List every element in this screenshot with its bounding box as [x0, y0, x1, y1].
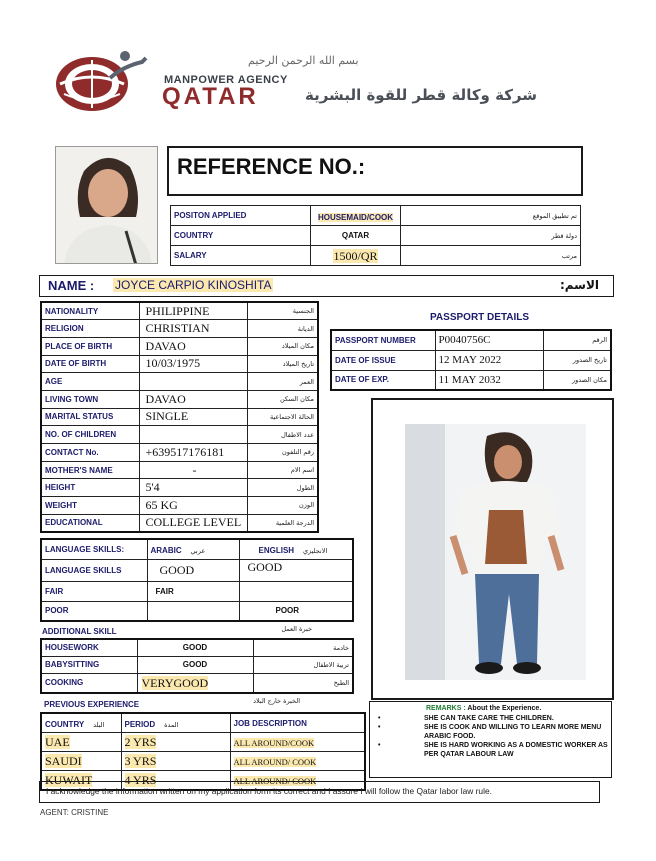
personal-ar: عدد الاطفال: [247, 426, 318, 444]
passport-exp-value: 11 MAY 2032: [435, 370, 543, 390]
job-header: JOB DESCRIPTION: [230, 713, 365, 733]
personal-row: [41, 390, 318, 408]
personal-row: [41, 337, 318, 355]
bismillah-text: بسم الله الرحمن الرحيم: [248, 54, 359, 67]
remarks-item-text: SHE IS COOK AND WILLING TO LEARN MORE MENU ARABIC FOOD.: [424, 724, 602, 740]
name-label: NAME :: [48, 278, 95, 293]
candidate-photo-full: [405, 424, 586, 680]
personal-row: [41, 444, 318, 462]
experience-row: [41, 752, 365, 771]
additional-table: [40, 638, 354, 694]
personal-ar: الدرجة العلمية: [247, 514, 318, 532]
passport-table: [330, 329, 612, 391]
bullet-icon: •: [378, 742, 381, 749]
position-ar: تم تطبيق الموقع: [401, 206, 581, 226]
passport-number-value: P0040756C: [435, 330, 543, 350]
personal-row: [41, 408, 318, 426]
remarks-item-text: SHE CAN TAKE CARE THE CHILDREN.: [424, 715, 554, 722]
country-value: QATAR: [311, 226, 401, 246]
personal-row: [41, 320, 318, 338]
salary-value: 1500/QR: [333, 248, 378, 263]
passport-number-label: PASSPORT NUMBER: [331, 330, 435, 350]
remarks-item: [378, 741, 609, 759]
personal-value: +639517176181: [139, 444, 247, 462]
personal-label: AGE: [41, 373, 139, 391]
personal-ar: الطول: [247, 479, 318, 497]
country-header-ar: البلد: [93, 721, 105, 729]
name-value: JOYCE CARPIO KINOSHITA: [115, 278, 272, 292]
additional-row: [41, 639, 353, 656]
period-header-ar: المدة: [164, 721, 179, 729]
personal-label: NATIONALITY: [41, 302, 139, 320]
acknowledgement-box: [39, 781, 600, 803]
experience-table: [40, 712, 366, 791]
language-table: [40, 538, 354, 622]
position-value: HOUSEMAID/COOK: [317, 212, 394, 222]
experience-title: PREVIOUS EXPERIENCE: [44, 700, 140, 709]
personal-row: [41, 355, 318, 373]
personal-ar: تاريخ الميلاد: [247, 355, 318, 373]
full-body-photo-frame: [371, 398, 614, 700]
acknowledgement-text: I acknowledge the information written on my application form its correct and I assure I will follow the Qatar labor law rule.: [46, 786, 492, 796]
bullet-icon: •: [378, 715, 381, 722]
salary-ar: مرتب: [401, 246, 581, 266]
agency-name-arabic: شركة وكالة قطر للقوة البشرية: [305, 86, 537, 104]
passport-number-ar: الرقم: [543, 330, 611, 350]
position-label: POSITON APPLIED: [171, 206, 311, 226]
personal-label: LIVING TOWN: [41, 390, 139, 408]
passport-exp-label: DATE OF EXP.: [331, 370, 435, 390]
personal-row: [41, 302, 318, 320]
personal-value: DAVAO: [139, 390, 247, 408]
english-label: ENGLISH: [258, 546, 295, 556]
personal-ar: العمر: [247, 373, 318, 391]
personal-label: RELIGION: [41, 320, 139, 338]
reference-box: [167, 146, 583, 196]
additional-row: [41, 656, 353, 673]
additional-title: ADDITIONAL SKILL: [42, 627, 117, 636]
agency-name-big: QATAR: [162, 83, 259, 110]
personal-row: [41, 373, 318, 391]
bullet-icon: •: [378, 724, 381, 731]
additional-ar: خادمة: [253, 639, 353, 656]
reference-title: REFERENCE NO.:: [177, 154, 366, 179]
personal-ar: مكان السكن: [247, 390, 318, 408]
personal-label: MARITAL STATUS: [41, 408, 139, 426]
personal-table: [40, 301, 319, 533]
experience-country: KUWAIT: [45, 773, 93, 787]
personal-row: [41, 497, 318, 515]
agent-label: AGENT: CRISTINE: [40, 808, 109, 817]
experience-title-ar: الخبرة خارج البلاد: [253, 697, 300, 705]
personal-label: MOTHER'S NAME: [41, 461, 139, 479]
personal-ar: الجنسية: [247, 302, 318, 320]
additional-title-ar: خبرة العمل: [281, 625, 312, 633]
experience-job: ALL AROUND/ COOK: [233, 757, 317, 767]
personal-value: 65 KG: [139, 497, 247, 515]
agency-name-small: MANPOWER AGENCY: [164, 74, 288, 86]
personal-ar: رقم التلفون: [247, 444, 318, 462]
experience-job: ALL AROUND/COOK: [233, 738, 315, 748]
additional-label: BABYSITTING: [41, 656, 137, 673]
poor-label: POOR: [41, 601, 147, 621]
additional-row: [41, 673, 353, 693]
personal-row: [41, 426, 318, 444]
passport-issue-label: DATE OF ISSUE: [331, 350, 435, 370]
fair-label: FAIR: [41, 581, 147, 601]
personal-ar: الوزن: [247, 497, 318, 515]
remarks-title: REMARKS :: [426, 705, 466, 712]
experience-period: 4 YRS: [124, 773, 157, 787]
personal-label: WEIGHT: [41, 497, 139, 515]
additional-value: GOOD: [137, 639, 253, 656]
personal-ar: الحالة الاجتماعية: [247, 408, 318, 426]
personal-ar: مكان الميلاد: [247, 337, 318, 355]
passport-exp-ar: مكان الصدور: [543, 370, 611, 390]
personal-label: HEIGHT: [41, 479, 139, 497]
remarks-item: [378, 714, 609, 723]
passport-issue-value: 12 MAY 2022: [435, 350, 543, 370]
personal-value: -: [139, 461, 247, 479]
arabic-label: ARABIC: [150, 546, 182, 556]
experience-row: [41, 733, 365, 752]
fair-value: FAIR: [147, 581, 239, 601]
personal-value: 5'4: [139, 479, 247, 497]
personal-ar: اسم الام: [247, 461, 318, 479]
country-ar: دولة قطر: [401, 226, 581, 246]
experience-period: 2 YRS: [124, 735, 157, 749]
additional-value: GOOD: [137, 656, 253, 673]
personal-row: [41, 461, 318, 479]
personal-value: [139, 426, 247, 444]
arabic-value: GOOD: [147, 559, 239, 581]
personal-value: 10/03/1975: [139, 355, 247, 373]
country-label: COUNTRY: [171, 226, 311, 246]
additional-value: VERYGOOD: [141, 675, 209, 690]
personal-value: DAVAO: [139, 337, 247, 355]
experience-country: SAUDI: [45, 754, 82, 768]
english-value: GOOD: [239, 559, 353, 581]
agency-logo: [50, 48, 160, 114]
additional-ar: تربية الاطفال: [253, 656, 353, 673]
personal-label: CONTACT No.: [41, 444, 139, 462]
country-header: COUNTRY: [45, 720, 85, 729]
remarks-item: [378, 723, 609, 741]
candidate-photo-portrait: [55, 146, 158, 264]
experience-period: 3 YRS: [124, 754, 157, 768]
passport-issue-ar: تاريخ الصدور: [543, 350, 611, 370]
personal-value: SINGLE: [139, 408, 247, 426]
personal-ar: الديانة: [247, 320, 318, 338]
personal-label: PLACE OF BIRTH: [41, 337, 139, 355]
personal-label: DATE OF BIRTH: [41, 355, 139, 373]
english-ar: الانجليزي: [302, 547, 328, 556]
personal-value: COLLEGE LEVEL: [139, 514, 247, 532]
remarks-list: [370, 714, 613, 759]
period-header: PERIOD: [124, 720, 156, 729]
language-title: LANGUAGE SKILLS:: [41, 539, 147, 559]
experience-job: ALL AROUND/ COOK: [233, 776, 317, 786]
additional-label: HOUSEWORK: [41, 639, 137, 656]
language-skills-label: LANGUAGE SKILLS: [41, 559, 147, 581]
arabic-ar: عربي: [190, 547, 206, 556]
remarks-box: [369, 701, 612, 778]
personal-value: [139, 373, 247, 391]
passport-title: PASSPORT DETAILS: [430, 312, 530, 323]
additional-label: COOKING: [41, 673, 137, 693]
personal-label: NO. OF CHILDREN: [41, 426, 139, 444]
personal-label: EDUCATIONAL: [41, 514, 139, 532]
personal-row: [41, 514, 318, 532]
application-table: [170, 205, 581, 266]
remarks-item-text: SHE IS HARD WORKING AS A DOMESTIC WORKER AS PER QATAR LABOUR LAW: [424, 742, 608, 758]
name-bar: [39, 275, 614, 297]
poor-value: POOR: [239, 601, 353, 621]
additional-ar: الطبخ: [253, 673, 353, 693]
personal-value: PHILIPPINE: [139, 302, 247, 320]
experience-country: UAE: [45, 735, 70, 749]
name-ar: الاسم:: [559, 278, 599, 292]
personal-value: CHRISTIAN: [139, 320, 247, 338]
salary-label: SALARY: [171, 246, 311, 266]
personal-row: [41, 479, 318, 497]
remarks-subtitle: About the Experience.: [467, 705, 542, 712]
